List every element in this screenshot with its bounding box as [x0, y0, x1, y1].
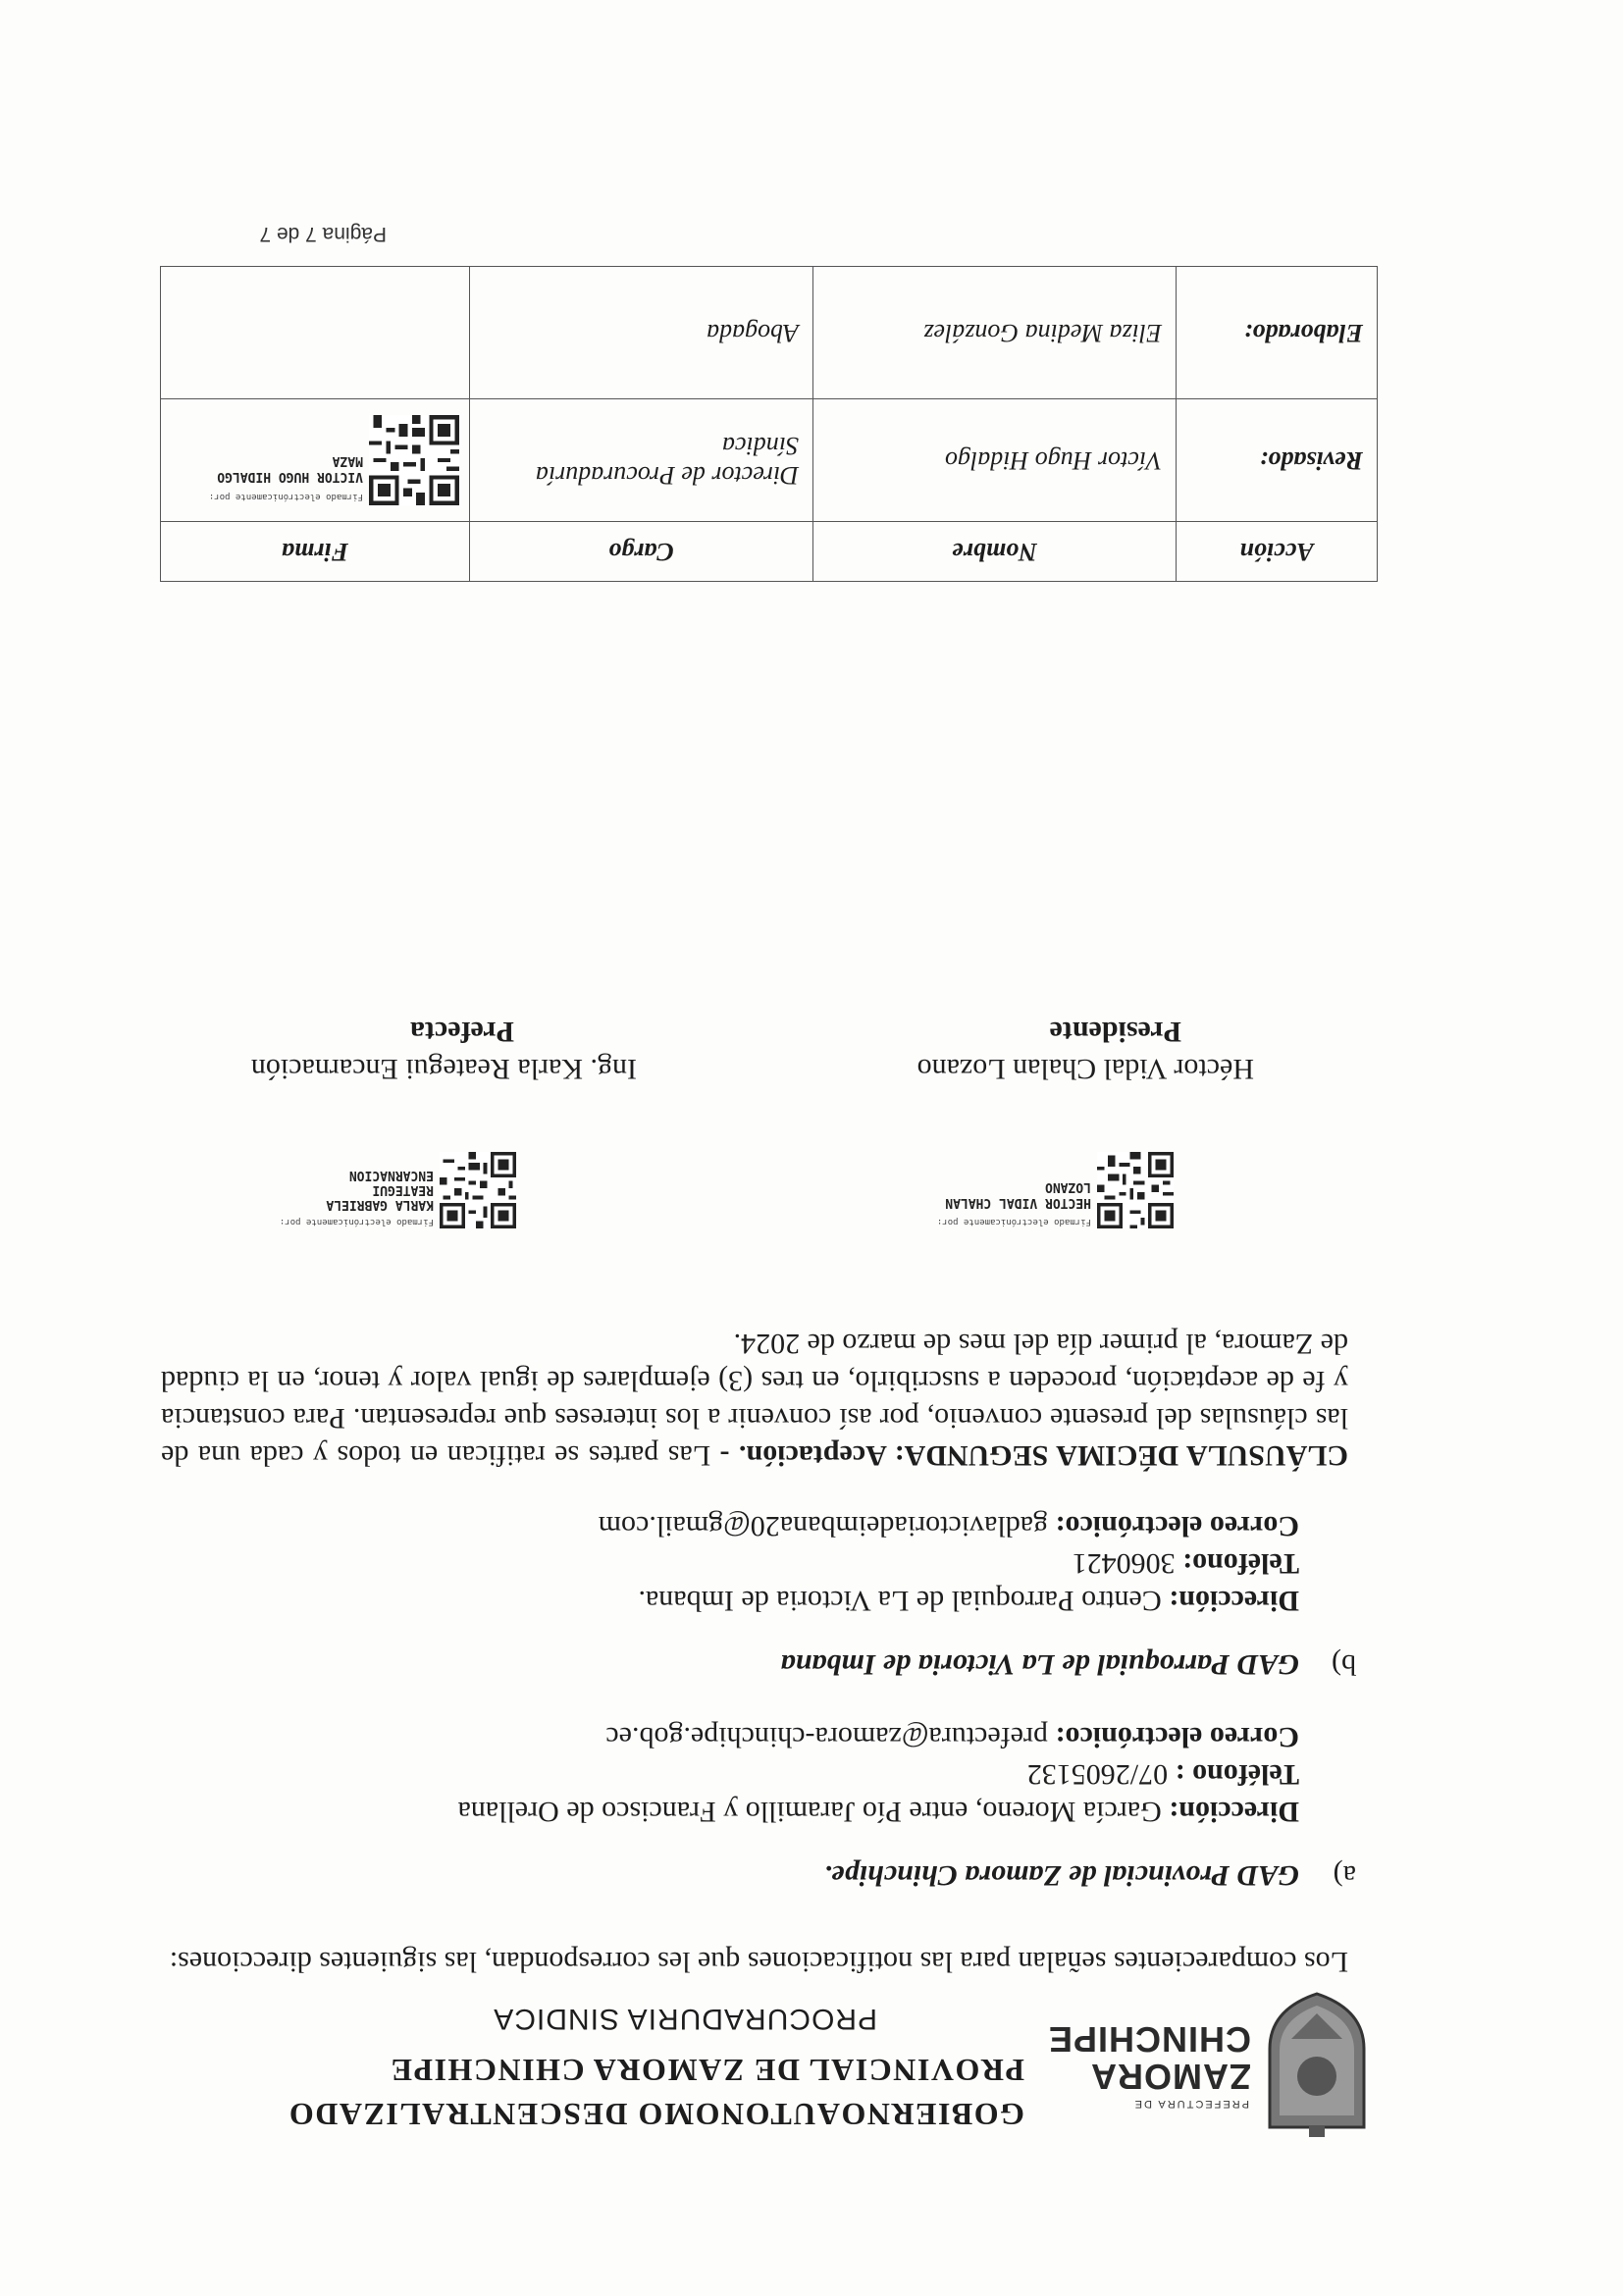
- table-header-row: [161, 522, 1378, 582]
- department-title: PROCURADURIA SINDICA: [493, 2003, 877, 2035]
- column-header: Firma: [161, 522, 470, 582]
- signer-left-role: Prefecta: [409, 1016, 514, 1048]
- email-value: gadlavictoriadeimbana20@gmail.com: [598, 1510, 1056, 1542]
- table-row: [161, 267, 1378, 399]
- row-action: Elaborado:: [1177, 267, 1378, 399]
- signature-stamp-name: VICTOR HUGO HIDALGO: [217, 469, 363, 484]
- row-signature: [161, 399, 470, 522]
- list-marker-b: b): [1332, 1648, 1356, 1681]
- party-a-name: GAD Provincial de Zamora Chinchipe.: [823, 1859, 1299, 1892]
- row-name: Víctor Hugo Hidalgo: [813, 399, 1177, 522]
- signer-right-role: Presidente: [1049, 1016, 1181, 1048]
- clause-heading: CLÁUSULA DÉCIMA SEGUNDA: Aceptación. -: [719, 1439, 1348, 1472]
- row-role-line: Síndica: [722, 432, 799, 460]
- row-action: Revisado:: [1177, 399, 1378, 522]
- coat-of-arms-icon: [1262, 1990, 1372, 2137]
- clause-text: Las partes se ratifican en todos y cada una de las cláusulas del presente convenio, por así convenir a los intereses que representan. Para constancia y fe de aceptación, proceden a suscribirlo, en tres (3) ejemplares de igual valor y tenor, en la ciudad de Zamora, al primer día del mes de marzo de 2024.: [161, 1328, 1348, 1472]
- party-a-phone: [1027, 1755, 1299, 1793]
- row-role-line: Director de Procuraduría: [535, 461, 799, 490]
- column-header: Acción: [1177, 522, 1378, 582]
- signature-note: Firmado electrónicamente por:: [279, 1217, 434, 1226]
- address-label: Dirección:: [1169, 1585, 1299, 1617]
- clause-paragraph: [161, 1325, 1348, 1474]
- signature-stamp-name: ENCARNACION: [348, 1168, 434, 1182]
- qr-code-icon: [1097, 1152, 1174, 1228]
- prefecture-logo: [1047, 1990, 1372, 2137]
- row-role: [470, 399, 813, 522]
- list-marker-a: a): [1333, 1859, 1356, 1892]
- phone-label: Teléfono:: [1182, 1547, 1299, 1580]
- review-table: [160, 266, 1378, 582]
- row-role-line: Abogada: [707, 319, 799, 347]
- address-label: Dirección:: [1169, 1796, 1299, 1828]
- signature-stamp-name: MAZA: [332, 453, 363, 468]
- logo-small-text: PREFECTURA DE: [1132, 2098, 1249, 2110]
- row-role: [470, 267, 813, 399]
- qr-code-icon: [440, 1152, 516, 1228]
- party-b-name: GAD Parroquial de La Victoria de Imbana: [780, 1648, 1299, 1681]
- qr-code-icon: [369, 415, 459, 505]
- column-header: Nombre: [813, 522, 1177, 582]
- email-label: Correo electrónico:: [1055, 1510, 1299, 1542]
- signer-left-name: Ing. Karla Reategui Encarnación: [250, 1053, 637, 1085]
- party-a-email: [605, 1718, 1299, 1755]
- intro-paragraph: Los comparecientes señalan para las notificaciones que les correspondan, las siguientes direcciones:: [169, 1946, 1348, 1978]
- party-a-address: [220, 1793, 1299, 1830]
- party-b-address: [220, 1582, 1299, 1619]
- signature-note: Firmado electrónicamente por:: [936, 1217, 1091, 1226]
- institution-title-line-2: PROVINCIAL DE ZAMORA CHINCHIPE: [390, 2053, 1024, 2088]
- email-value: prefectura@zamora-chinchipe.gob.ec: [605, 1721, 1056, 1753]
- institution-title-line-1: GOBIERNOAUTONOMO DESCENTRALIZADO: [288, 2097, 1024, 2132]
- page-number: Página 7 de 7: [259, 223, 387, 245]
- row-signature: [161, 267, 470, 399]
- address-value: García Moreno, entre Pío Jaramillo y Francisco de Orellana: [457, 1796, 1170, 1828]
- address-value: Centro Parroquial de La Victoria de Imbana.: [638, 1585, 1170, 1617]
- party-b-phone: [1073, 1544, 1299, 1582]
- phone-label: Teléfono :: [1175, 1758, 1299, 1791]
- signature-stamp-name: REATEGUI: [372, 1182, 434, 1197]
- signature-stamp-name: KARLA GABRIELA: [326, 1197, 434, 1212]
- phone-value: 07/2605132: [1026, 1758, 1176, 1791]
- signer-right-name: Héctor Vidal Chalan Lozano: [916, 1053, 1254, 1085]
- signature-note: Firmado electrónicamente por:: [208, 492, 363, 501]
- table-row: [161, 399, 1378, 522]
- column-header: Cargo: [470, 522, 813, 582]
- signature-stamp-name: HECTOR VIDAL CHALAN: [945, 1195, 1091, 1210]
- phone-value: 3060421: [1072, 1547, 1183, 1580]
- email-label: Correo electrónico:: [1055, 1721, 1299, 1753]
- logo-line-2: CHINCHIPE: [1047, 2019, 1251, 2060]
- logo-line-1: ZAMORA: [1090, 2057, 1251, 2097]
- signature-stamp-name: LOZANO: [1045, 1179, 1091, 1194]
- party-b-email: [599, 1507, 1299, 1544]
- row-name: Eliza Medina González: [813, 267, 1177, 399]
